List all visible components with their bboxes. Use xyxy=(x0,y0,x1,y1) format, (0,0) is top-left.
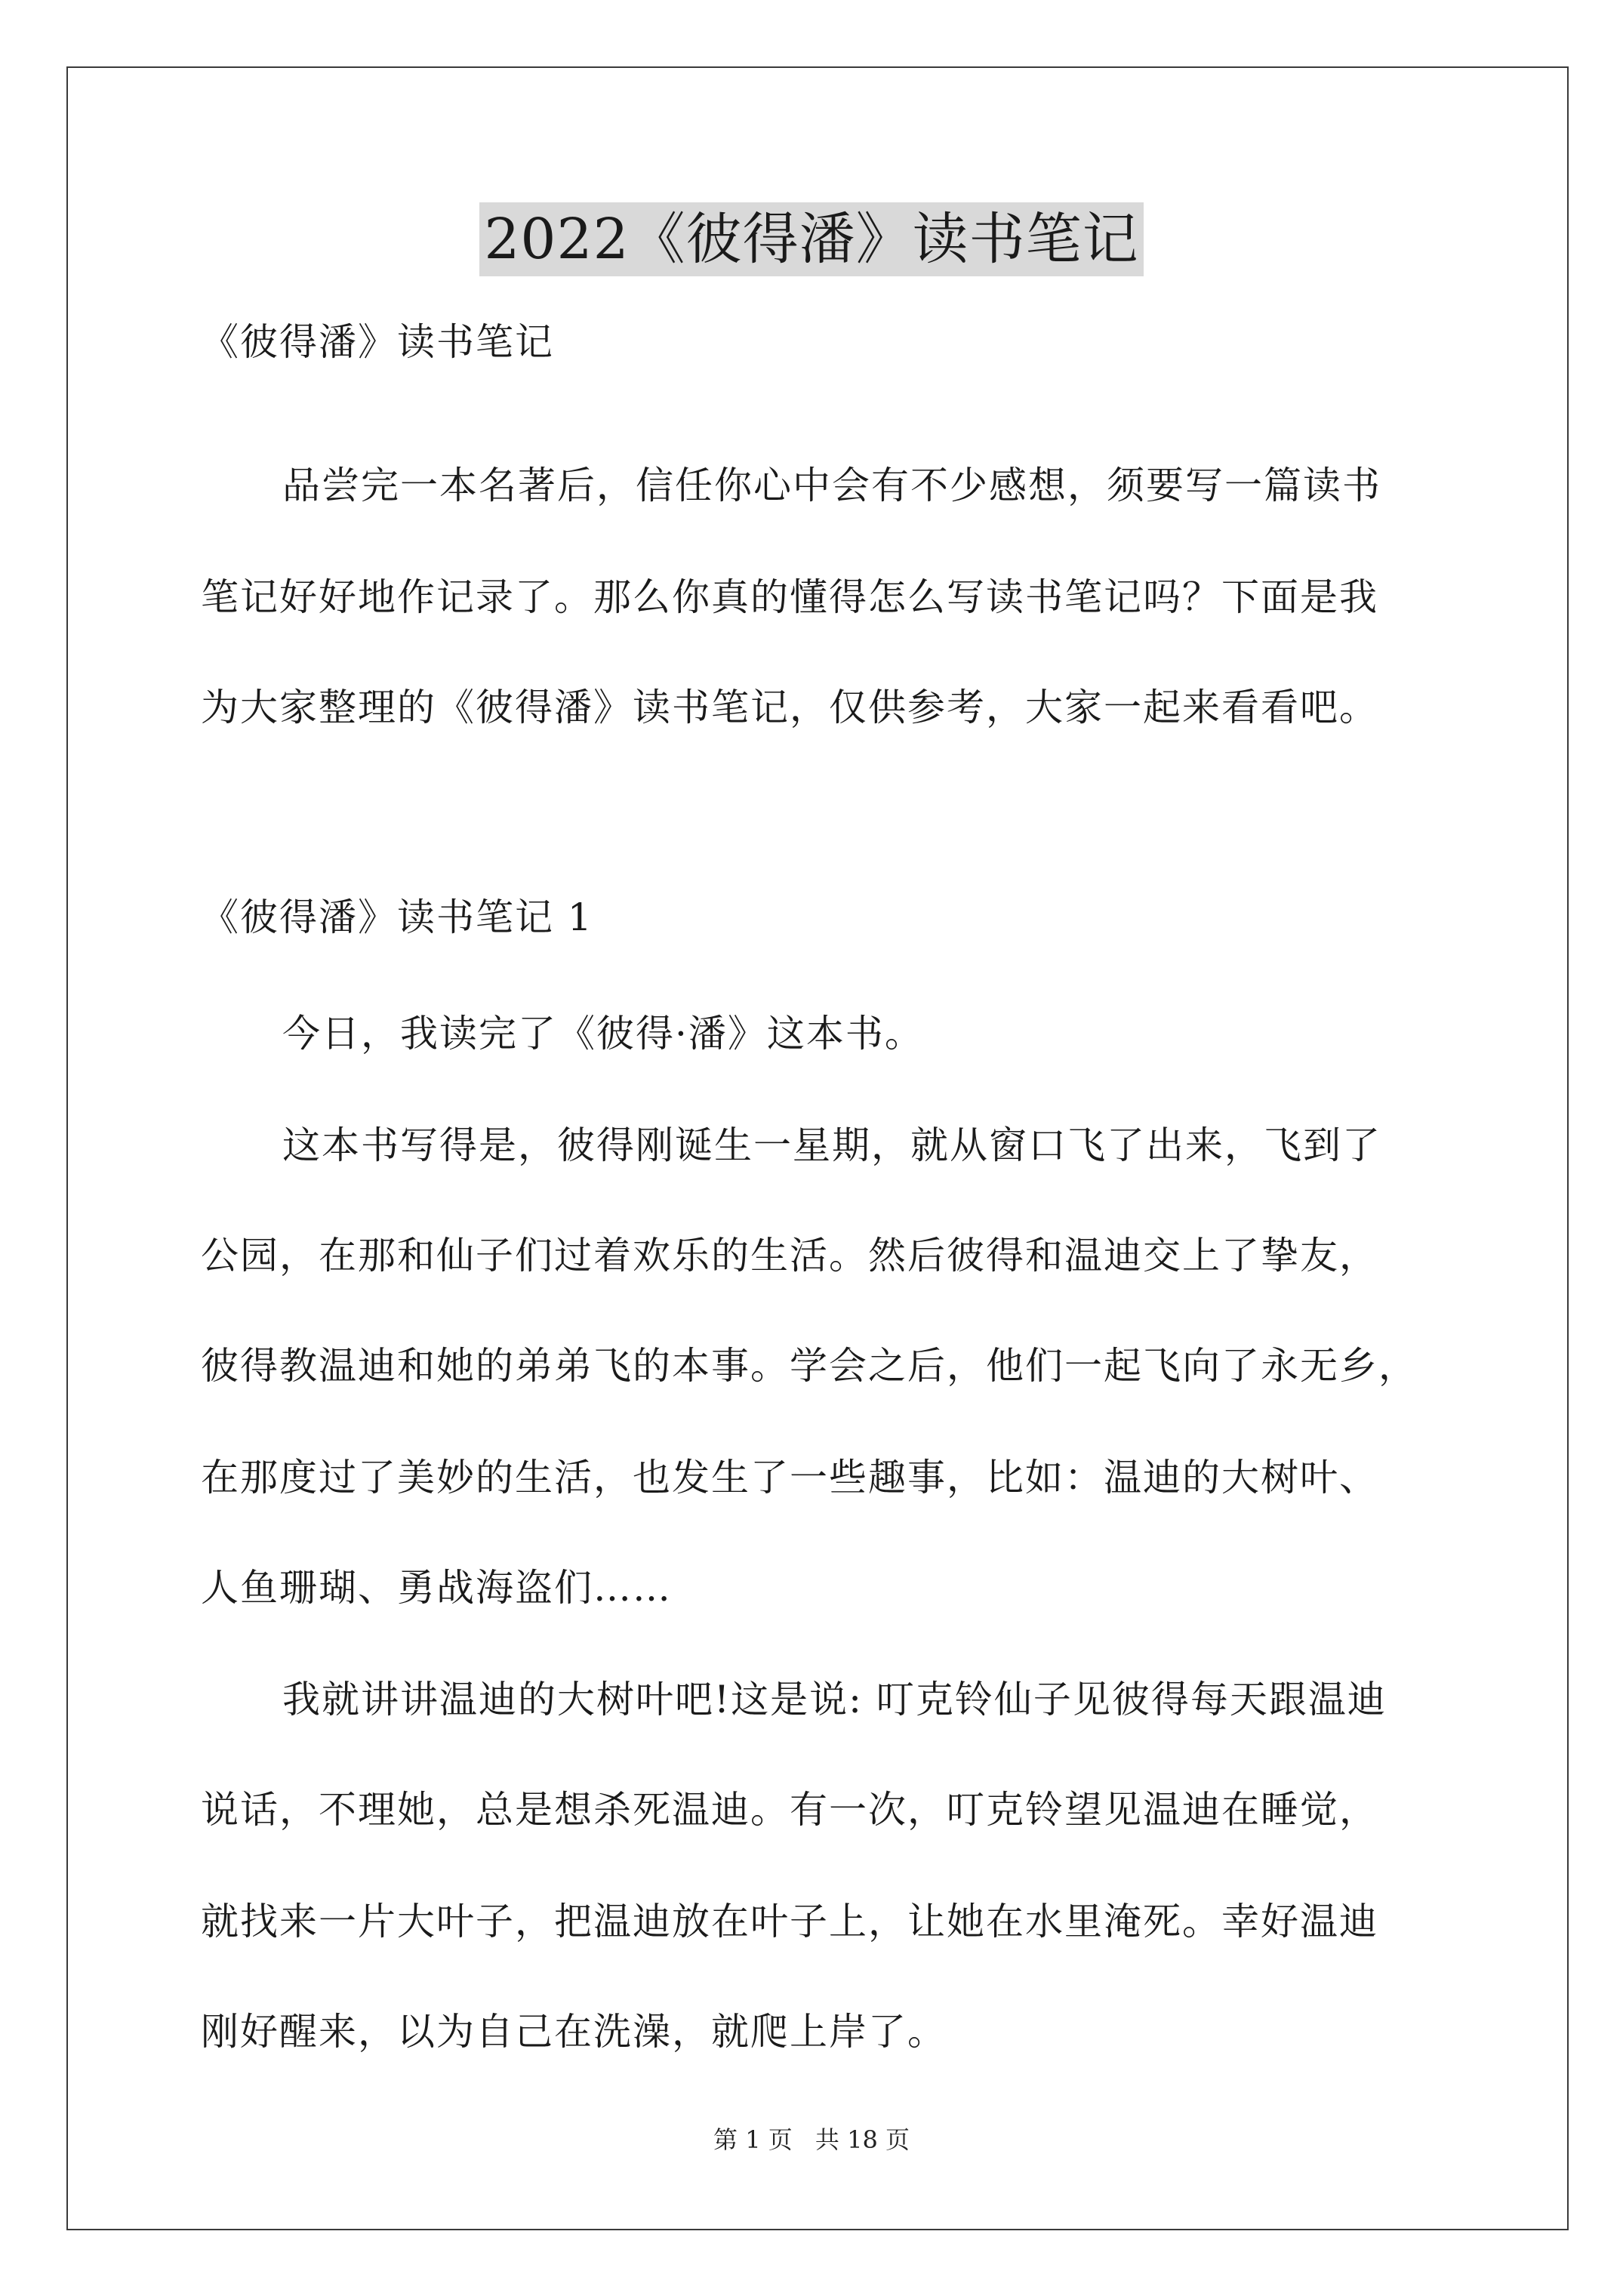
section-heading-intro: 《彼得潘》读书笔记 xyxy=(201,320,554,364)
paragraph-line: 彼得教温迪和她的弟弟飞的本事。学会之后，他们一起飞向了永无乡， xyxy=(201,1344,1418,1388)
paragraph-line: 为大家整理的《彼得潘》读书笔记，仅供参考，大家一起来看看吧。 xyxy=(201,686,1378,729)
paragraph-line: 笔记好好地作记录了。那么你真的懂得怎么写读书笔记吗？下面是我 xyxy=(201,575,1378,619)
document-title-text: 2022《彼得潘》读书笔记 xyxy=(479,202,1143,276)
paragraph-line: 刚好醒来，以为自己在洗澡，就爬上岸了。 xyxy=(201,2010,947,2054)
paragraph-line: 这本书写得是，彼得刚诞生一星期，就从窗口飞了出来，飞到了 xyxy=(282,1123,1381,1167)
document-title xyxy=(0,198,1623,281)
paragraph-line: 我就讲讲温迪的大树叶吧!这是说: 叮克铃仙子见彼得每天跟温迪 xyxy=(282,1678,1387,1721)
page-footer xyxy=(0,2123,1623,2156)
page-number: 第 1 页 xyxy=(713,2125,793,2154)
paragraph-line: 品尝完一本名著后，信任你心中会有不少感想，须要写一篇读书 xyxy=(282,464,1381,507)
paragraph-line: 在那度过了美妙的生活，也发生了一些趣事，比如：温迪的大树叶、 xyxy=(201,1456,1378,1499)
paragraph-line: 今日，我读完了《彼得·潘》这本书。 xyxy=(282,1012,924,1056)
section-heading-1: 《彼得潘》读书笔记 1 xyxy=(201,895,593,939)
paragraph-line: 就找来一片大叶子，把温迪放在叶子上，让她在水里淹死。幸好温迪 xyxy=(201,1900,1378,1943)
paragraph-line: 公园，在那和仙子们过着欢乐的生活。然后彼得和温迪交上了挚友， xyxy=(201,1234,1378,1277)
paragraph-line: 人鱼珊瑚、勇战海盗们…… xyxy=(201,1566,672,1610)
paragraph-line: 说话，不理她，总是想杀死温迪。有一次，叮克铃望见温迪在睡觉， xyxy=(201,1788,1378,1832)
page-total: 共 18 页 xyxy=(815,2125,910,2154)
